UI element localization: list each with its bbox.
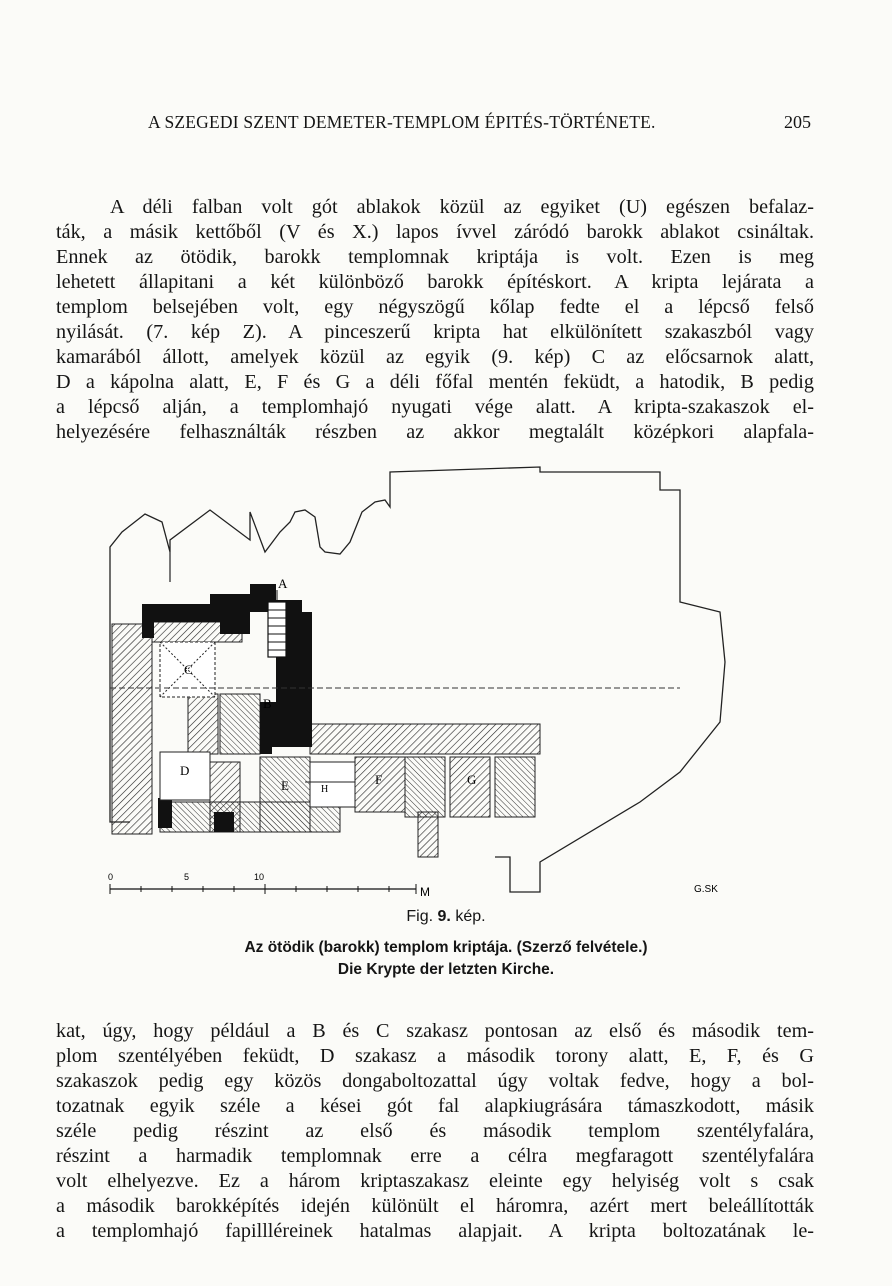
text-line: D a kápolna alatt, E, F és G a déli főfal mentén feküdt, a hatodik, B pedig: [56, 371, 814, 393]
label-d: D: [180, 763, 190, 778]
scale-ten: 10: [254, 872, 265, 882]
text-line: részint a harmadik templomnak erre a célra megfaragott szentélyfalára: [56, 1145, 814, 1167]
floor-plan-drawing: [100, 462, 740, 902]
black-pier-nw: [142, 604, 154, 638]
text-line: szakaszok pedig egy közös dongaboltozattal úgy voltak fedve, hogy a bol-: [56, 1070, 814, 1092]
paragraph-1: [56, 195, 814, 445]
crypt-floor-plan: [100, 462, 740, 902]
fig-number: 9.: [437, 908, 451, 925]
label-c: C: [184, 662, 193, 677]
text-line: Ennek az ötödik, barokk templomnak kriptája is volt. Ezen is meg: [56, 246, 814, 268]
south-buttress: [418, 812, 438, 857]
scale-bar: [108, 872, 430, 899]
scale-five: 5: [184, 872, 190, 882]
text-line: a lépcső alján, a templomhajó nyugati vége alatt. A kripta-szakaszok el-: [56, 396, 814, 418]
label-a: A: [278, 576, 288, 591]
text-line: volt elhelyezve. Ez a három kriptaszakasz eleinte egy helyiség volt s csak: [56, 1170, 814, 1192]
pier-g-east: [495, 757, 535, 817]
caption-hungarian: Az ötödik (barokk) templom kriptája. (Szerző felvétele.): [244, 939, 648, 956]
text-line: nyilását. (7. kép Z). A pinceszerű kripta hat elkülönített szakaszból vagy: [56, 321, 814, 343]
text-line: a templomhajó fapillléreinek hatalmas alapjait. A kripta boltozatának le-: [56, 1220, 814, 1242]
chamber-e-h: [310, 762, 355, 807]
text-line: széle pedig részint az első és második templom szentélyfalára,: [56, 1120, 814, 1142]
middle-pier-2: [220, 694, 260, 754]
text-line: ták, a másik kettőből (V és X.) lapos ívvel záródó barokk ablakot csináltak.: [56, 221, 814, 243]
pier-g-west: [450, 757, 490, 817]
label-f: F: [375, 772, 383, 787]
scale-zero: 0: [108, 872, 114, 882]
label-h: H: [321, 784, 329, 795]
scale-unit: M: [420, 885, 430, 899]
page-number: 205: [784, 112, 811, 132]
paragraph-2: [56, 1019, 814, 1244]
fig-suffix: kép.: [455, 908, 486, 925]
running-title: A SZEGEDI SZENT DEMETER-TEMPLOM ÉPITÉS-TÖRTÉNETE.: [148, 112, 656, 132]
text-line: lehetett állapitani a két különböző barokk építéskort. A kripta lejárata a: [56, 271, 814, 293]
label-b: B: [263, 696, 272, 711]
pier-f-east: [405, 757, 445, 817]
fig-prefix: Fig.: [406, 908, 434, 925]
black-block-s: [214, 812, 234, 832]
caption-german: Die Krypte der letzten Kirche.: [337, 961, 555, 978]
text-line: kamarából állott, amelyek közül az egyik (9. kép) C az előcsarnok alatt,: [56, 346, 814, 368]
west-foundation: [112, 624, 152, 834]
text-line: templom belsejében volt, egy négyszögű kőlap fedte el a lépcső felső: [56, 296, 814, 318]
text-line: A déli falban volt gót ablakok közül az egyiket (U) egészen befalaz-: [110, 196, 814, 218]
text-line: plom szentélyében feküdt, D szakasz a második torony alatt, E, F, és G: [56, 1045, 814, 1067]
text-line: a második barokképítés idején különült el háromra, azért mert beleállították: [56, 1195, 814, 1217]
middle-pier: [188, 694, 218, 754]
vault-band: [310, 724, 540, 754]
corner-mark: G.SK: [694, 884, 718, 895]
label-e: E: [281, 778, 289, 793]
label-g: G: [467, 772, 477, 787]
text-line: tozatnak egyik széle a kései gót fal alapkiugrására támaszkodott, másik: [56, 1095, 814, 1117]
text-line: kat, úgy, hogy például a B és C szakasz pontosan az első és második tem-: [56, 1020, 814, 1042]
black-block-sw: [158, 798, 172, 828]
text-line: helyezésére felhasználták részben az akkor megtalált középkori alapfala-: [56, 421, 814, 443]
figure-label: [0, 908, 892, 926]
